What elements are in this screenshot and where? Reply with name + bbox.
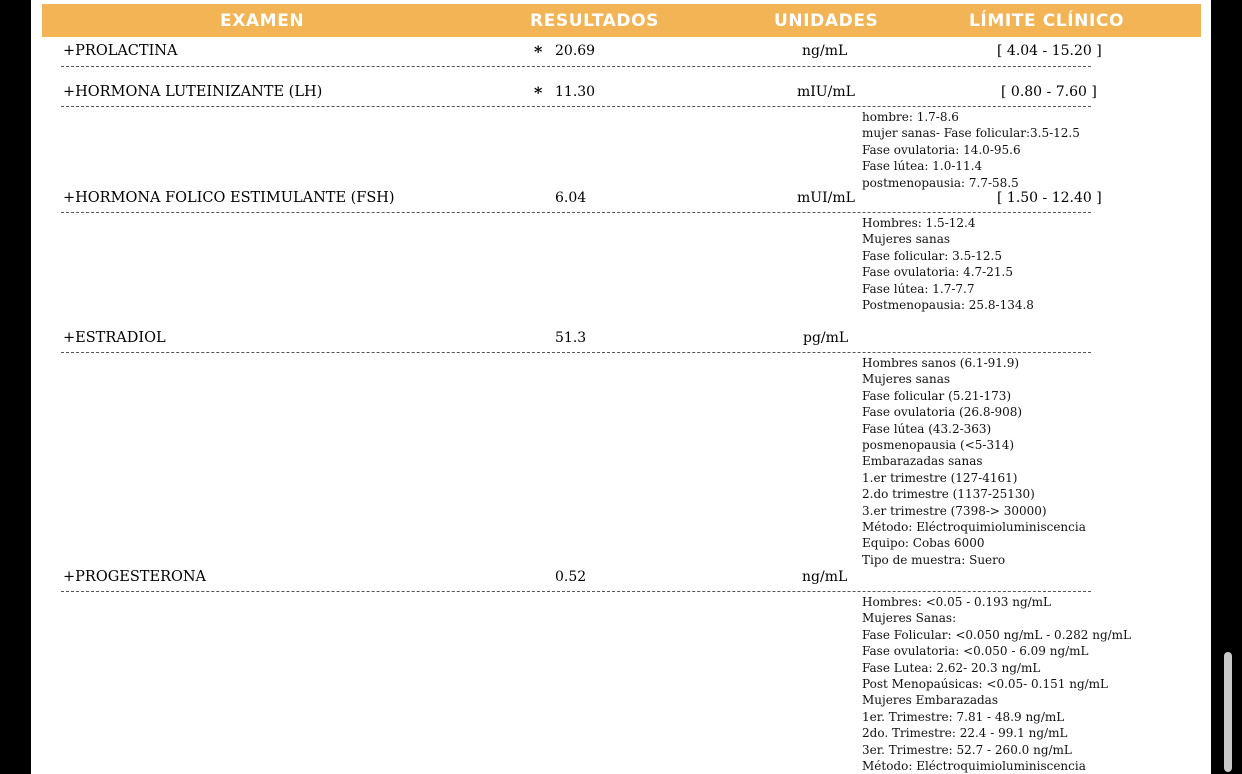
note-line: hombre: 1.7-8.6: [862, 110, 959, 124]
exam-name: +HORMONA LUTEINIZANTE (LH): [63, 84, 323, 100]
note-line: Mujeres sanas: [862, 372, 951, 387]
note-line: Fase Lutea: 2.62- 20.3 ng/mL: [862, 660, 1041, 675]
row-separator: [61, 352, 1091, 353]
note-line: Fase lútea (43.2-363): [862, 421, 992, 436]
note-line: 1er. Trimestre: 7.81 - 48.9 ng/mL: [862, 709, 1065, 724]
note-line: 2do. Trimestre: 22.4 - 99.1 ng/mL: [862, 726, 1068, 741]
report-page: [31, 0, 1211, 774]
exam-unit: pg/mL: [803, 330, 849, 346]
reference-notes: [862, 215, 1034, 313]
table-header: [42, 4, 1201, 37]
note-line: 2.do trimestre (1137-25130): [862, 487, 1035, 502]
note-line: Hombres: <0.05 - 0.193 ng/mL: [862, 595, 1052, 609]
header-limite-clinico: LÍMITE CLÍNICO: [969, 11, 1125, 31]
note-line: Tipo de muestra: Suero: [862, 552, 1006, 567]
note-line: Fase ovulatoria: 14.0-95.6: [862, 142, 1021, 157]
note-line: mujer sanas- Fase folicular:3.5-12.5: [862, 126, 1080, 141]
exam-limit: [ 4.04 - 15.20 ]: [997, 43, 1102, 59]
exam-result: 20.69: [555, 43, 596, 59]
abnormal-flag: *: [534, 83, 543, 102]
note-line: postmenopausia: 7.7-58.5: [862, 175, 1019, 190]
note-line: Hombres sanos (6.1-91.9): [862, 356, 1020, 370]
note-line: Hombres: 1.5-12.4: [862, 216, 976, 230]
note-line: Fase Folicular: <0.050 ng/mL - 0.282 ng/mL: [862, 627, 1132, 642]
row-separator: [61, 66, 1091, 67]
exam-result: 0.52: [555, 569, 587, 585]
note-line: Fase ovulatoria: <0.050 - 6.09 ng/mL: [862, 644, 1089, 659]
exam-name: +HORMONA FOLICO ESTIMULANTE (FSH): [63, 190, 395, 206]
reference-notes: [862, 355, 1086, 568]
vertical-scrollbar[interactable]: [1224, 652, 1232, 772]
note-line: Fase ovulatoria: 4.7-21.5: [862, 265, 1013, 280]
reference-notes: [862, 594, 1131, 774]
abnormal-flag: *: [534, 42, 543, 61]
note-line: Mujeres Embarazadas: [862, 693, 998, 708]
note-line: Postmenopausia: 25.8-134.8: [862, 297, 1034, 312]
header-examen: EXAMEN: [220, 11, 305, 31]
note-line: posmenopausia (<5-314): [862, 437, 1015, 452]
note-line: Método: Eléctroquimioluminiscencia: [862, 519, 1086, 534]
exam-limit: [ 0.80 - 7.60 ]: [1001, 84, 1097, 100]
reference-notes: [862, 109, 1080, 191]
note-line: 1.er trimestre (127-4161): [862, 470, 1018, 485]
exam-unit: ng/mL: [802, 569, 848, 585]
note-line: Mujeres Sanas:: [862, 611, 957, 626]
header-unidades: UNIDADES: [774, 11, 879, 31]
exam-unit: mUI/mL: [797, 190, 855, 206]
note-line: 3.er trimestre (7398-> 30000): [862, 503, 1047, 518]
exam-name: +PROLACTINA: [63, 43, 178, 59]
note-line: Post Menopaúsicas: <0.05- 0.151 ng/mL: [862, 676, 1109, 691]
note-line: Fase folicular: 3.5-12.5: [862, 248, 1002, 263]
exam-result: 6.04: [555, 190, 587, 206]
note-line: Fase lútea: 1.0-11.4: [862, 159, 983, 174]
row-separator: [61, 106, 1091, 107]
exam-result: 11.30: [555, 84, 596, 100]
row-separator: [61, 591, 1091, 592]
note-line: 3er. Trimestre: 52.7 - 260.0 ng/mL: [862, 742, 1072, 757]
exam-limit: [ 1.50 - 12.40 ]: [997, 190, 1102, 206]
row-separator: [61, 212, 1091, 213]
exam-unit: mIU/mL: [797, 84, 855, 100]
note-line: Mujeres sanas: [862, 232, 951, 247]
exam-unit: ng/mL: [802, 43, 848, 59]
header-resultados: RESULTADOS: [530, 11, 660, 31]
exam-name: +ESTRADIOL: [63, 330, 166, 346]
note-line: Método: Eléctroquimioluminiscencia: [862, 758, 1086, 773]
exam-result: 51.3: [555, 330, 587, 346]
note-line: Fase ovulatoria (26.8-908): [862, 405, 1023, 420]
note-line: Fase folicular (5.21-173): [862, 388, 1012, 403]
note-line: Equipo: Cobas 6000: [862, 536, 985, 551]
note-line: Fase lútea: 1.7-7.7: [862, 281, 975, 296]
exam-name: +PROGESTERONA: [63, 569, 207, 585]
note-line: Embarazadas sanas: [862, 454, 983, 469]
